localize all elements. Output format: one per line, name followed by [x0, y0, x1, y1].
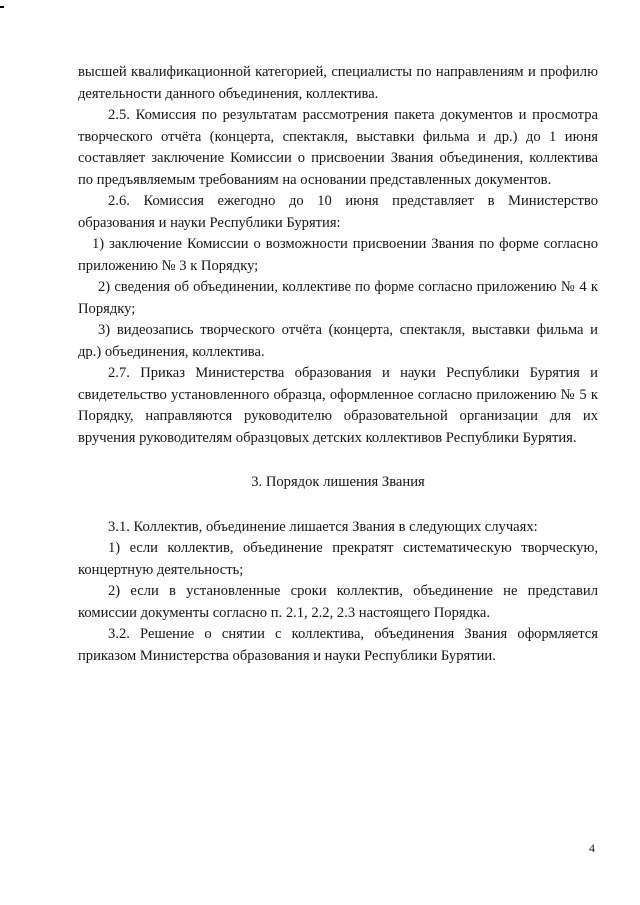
- paragraph-2-5: 2.5. Комиссия по результатам рассмотрения пакета документов и просмотра творческого отчёта (концерта, спектакля, выставки фильма и др.) до 1 июня составляет заключение Комиссии о присвоении Звания объединения, коллектива по предъявляемым требованиям на основании представленных документов.: [78, 107, 598, 188]
- paragraph-3-1: 3.1. Коллектив, объединение лишается Звания в следующих случаях:: [108, 518, 538, 535]
- paragraph-3-2: 3.2. Решение о снятии с коллектива, объединения Звания оформляется приказом Министерства образования и науки Республики Бурятии.: [78, 626, 598, 664]
- paragraph-continuation: высшей квалификационной категорией, специалисты по направлениям и профилю деятельности данного объединения, коллектива.: [78, 64, 598, 102]
- page-number: 4: [589, 841, 595, 855]
- list-item-cond-1: 1) если коллектив, объединение прекратят систематическую творческую, концертную деятельность;: [78, 540, 598, 578]
- list-item-cond-2: 2) если в установленные сроки коллектив, объединение не представил комиссии документы согласно п. 2.1, 2.2, 2.3 настоящего Порядка.: [78, 583, 598, 621]
- paragraph-2-6: 2.6. Комиссия ежегодно до 10 июня представляет в Министерство образования и науки Республики Бурятия:: [78, 193, 598, 231]
- paragraph-2-7: 2.7. Приказ Министерства образования и науки Республики Бурятия и свидетельство установленного образца, оформленное согласно приложению № 5 к Порядку, направляются руководителю образовательной организации для их вручения руководителям образцовых детских коллективов Республики Бурятия.: [78, 365, 598, 446]
- section-title: 3. Порядок лишения Звания: [251, 474, 425, 490]
- list-item-2: 2) сведения об объединении, коллективе по форме согласно приложению № 4 к Порядку;: [78, 279, 598, 317]
- document-page: [78, 62, 598, 667]
- page-edge-mark: [0, 6, 4, 8]
- list-item-1: 1) заключение Комиссии о возможности присвоении Звания по форме согласно приложению № 3 к Порядку;: [78, 236, 598, 274]
- list-item-3: 3) видеозапись творческого отчёта (концерта, спектакля, выставки фильма и др.) объединения, коллектива.: [78, 322, 598, 360]
